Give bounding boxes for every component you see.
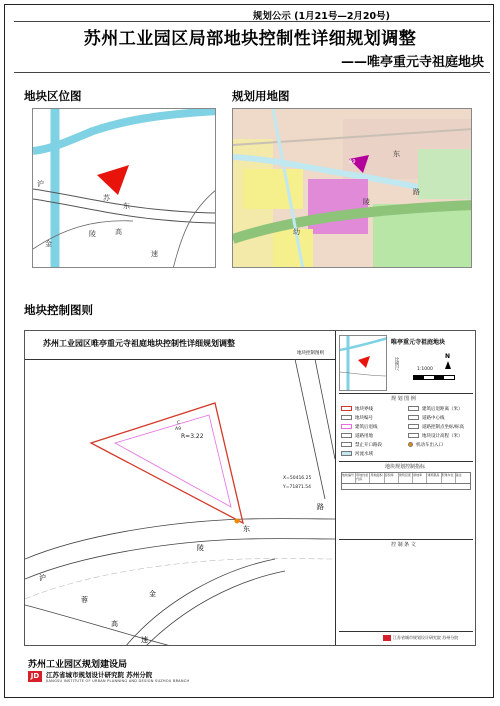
legend-item: 地块界线 <box>341 404 406 413</box>
map-label: 东 <box>393 150 400 158</box>
location-map-drawing <box>33 109 216 268</box>
legend-title: 规 划 图 例 <box>391 396 416 402</box>
table-header: 地块编号 <box>342 473 356 483</box>
table-header: 备注 <box>455 473 462 477</box>
legend-swatch <box>341 424 352 429</box>
road-label: 路 <box>317 503 324 511</box>
road-label: 沪 <box>39 574 46 582</box>
plot-far: R=3.22 <box>181 433 204 440</box>
legend-item: 地块设计高程（米） <box>408 431 473 440</box>
table-row <box>341 482 471 490</box>
legend-item: 机动车出入口 <box>408 440 473 449</box>
road-label: 东 <box>243 525 250 533</box>
plot-type: A9 <box>175 427 181 432</box>
page-subtitle: ——唯亭重元寺祖庭地块 <box>340 55 484 70</box>
legend-item: 道路中心线 <box>408 413 473 422</box>
location-map-heading: 地块区位图 <box>24 89 82 103</box>
scale-label: 比例尺 <box>394 357 399 371</box>
legend-item: 建筑后退线 <box>341 422 406 431</box>
legend-swatch <box>408 433 419 438</box>
map-label: 沪 <box>37 180 44 188</box>
map-label: 东 <box>123 202 130 210</box>
legend-swatch <box>408 424 419 429</box>
sheet-title: 苏州工业园区唯亭重元寺祖庭地块控制性详细规划调整 <box>43 339 235 348</box>
table-header: 容积率 <box>385 473 399 483</box>
map-label: 金 <box>45 240 52 248</box>
location-map <box>32 108 216 268</box>
road-label: 蓉 <box>81 596 88 604</box>
map-label: 陵 <box>89 230 96 238</box>
panel-divider <box>339 461 473 462</box>
sheet-institute: 江苏省城市规划设计研究院 苏州分院 <box>393 635 459 640</box>
legend-item: 道路用地 <box>341 431 406 440</box>
legend-item: 禁止开口路段 <box>341 440 406 449</box>
legend-swatch <box>341 433 352 438</box>
control-plan-drawing <box>25 359 335 646</box>
table-header: 配建车位 <box>442 473 456 483</box>
plot-label: A9 <box>349 159 356 165</box>
legend-swatch <box>341 442 352 447</box>
map-label: 高 <box>115 228 122 236</box>
north-arrow-icon <box>445 361 451 369</box>
scale-value: 1:1000 <box>417 367 433 372</box>
table-header: 建筑限高 <box>427 473 441 483</box>
map-label: 幼 <box>293 228 300 236</box>
landuse-map <box>232 108 472 268</box>
map-label: 速 <box>151 250 158 258</box>
legend-swatch <box>408 406 419 411</box>
map-label: 苏 <box>103 194 110 202</box>
vehicle-entrance <box>235 519 240 524</box>
road-label: 高 <box>111 620 118 628</box>
legend-swatch <box>341 415 352 420</box>
control-drawing <box>24 330 476 646</box>
landuse-map-drawing <box>233 109 472 268</box>
scale-bar <box>413 375 455 380</box>
panel-divider <box>339 393 473 394</box>
table-header: 绿地率 <box>413 473 427 483</box>
institute-name: 江苏省城市规划设计研究院 苏州分院 <box>46 671 153 679</box>
coord-y: Y=71871.54 <box>283 485 311 490</box>
legend-item: 地块编号 <box>341 413 406 422</box>
table-header: 建筑密度 <box>399 473 413 483</box>
road-label: 金 <box>149 590 156 598</box>
sheet-right-title: 唯亭重元寺祖庭地块 <box>391 339 446 346</box>
legend-swatch <box>408 415 419 420</box>
landuse-map-heading: 规划用地图 <box>232 89 290 103</box>
planning-bureau: 苏州工业园区规划建设局 <box>28 660 128 670</box>
panel-divider <box>339 631 473 632</box>
institute-name-en: JIANGSU INSTITUTE OF URBAN PLANNING AND DESIGN SUZHOU BRANCH <box>46 679 190 683</box>
legend-swatch <box>341 406 352 411</box>
coord-x: X=50416.25 <box>283 476 312 481</box>
legend-item: 道路控制点坐标/标高 <box>408 422 473 431</box>
notice-label: 规划公示 (1月21号—2月20号) <box>252 11 390 22</box>
compass-label: N <box>445 353 451 360</box>
map-label: 路 <box>413 188 420 196</box>
control-plan-heading: 地块控制图则 <box>24 303 93 317</box>
page-title: 苏州工业园区局部地块控制性详细规划调整 <box>83 29 417 49</box>
divider <box>14 21 490 22</box>
table-header: 用地面积 <box>370 473 384 483</box>
institute-logo-icon <box>383 635 391 641</box>
panel-divider <box>339 539 473 540</box>
setback-line <box>115 415 231 507</box>
legend-swatch <box>408 442 413 447</box>
road-label: 陵 <box>197 544 204 552</box>
plot-code: C <box>177 421 181 426</box>
divider <box>14 72 490 73</box>
legend <box>341 404 473 458</box>
legend-item: 建筑后退距离（米） <box>408 404 473 413</box>
map-label: 陵 <box>363 198 370 206</box>
institute-logo: JD <box>28 671 42 682</box>
road-label: 速 <box>141 636 148 644</box>
mini-location-map <box>339 335 387 391</box>
table-header: 用地性质代码 <box>356 473 370 483</box>
text-title: 控 制 条 文 <box>391 542 416 548</box>
table-title: 地块规划控制指标 <box>385 464 426 470</box>
sheet-divider <box>335 331 336 646</box>
sheet-subtitle: 地块控制图则 <box>297 351 324 356</box>
legend-item: 河流水域 <box>341 449 406 458</box>
plot-marker <box>97 165 129 195</box>
legend-swatch <box>341 451 352 456</box>
mini-map-drawing <box>340 336 387 391</box>
